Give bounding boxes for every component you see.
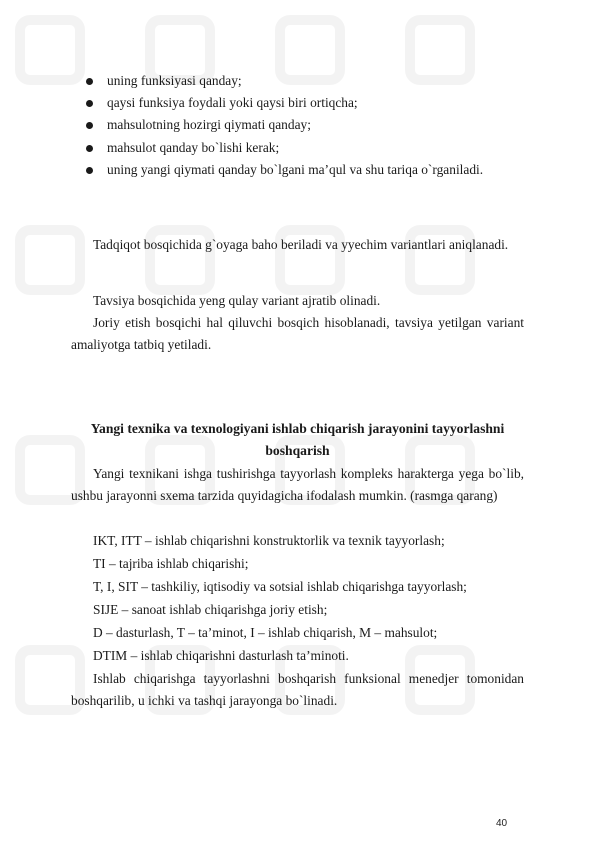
bullet-item	[71, 70, 524, 92]
paragraph-tadqiqot: Tadqiqot bosqichida g`oyaga baho beriladi va yyechim variantlari aniqlanadi.	[93, 237, 509, 252]
bullet-item	[71, 137, 524, 159]
bullet-icon	[86, 167, 93, 174]
bullet-text: mahsulot qanday bo`lishi kerak;	[107, 139, 280, 155]
section-heading: Yangi texnika va texnologiyani ishlab chiqarish jarayonini tayyorlashni boshqarish	[90, 421, 505, 458]
bullet-icon	[86, 100, 93, 107]
bullet-text: qaysi funksiya foydali yoki qaysi biri ortiqcha;	[107, 95, 358, 111]
page-number: 40	[496, 818, 508, 829]
definition-line: TI – tajriba ishlab chiqarishi;	[93, 556, 249, 571]
definition-line: SIJE – sanoat ishlab chiqarishga joriy etish;	[93, 602, 328, 617]
bullet-icon	[86, 145, 93, 152]
bullet-icon	[86, 122, 93, 129]
paragraph-tavsiya: Tavsiya bosqichida yeng qulay variant ajratib olinadi.	[93, 293, 381, 308]
definition-line: IKT, ITT – ishlab chiqarishni konstruktorlik va texnik tayyorlash;	[93, 533, 445, 548]
bullet-icon	[86, 78, 93, 85]
definition-line: DTIM – ishlab chiqarishni dasturlash ta’minoti.	[93, 648, 349, 663]
bullet-list	[71, 70, 524, 181]
definition-line: D – dasturlash, T – ta’minot, I – ishlab chiqarish, M – mahsulot;	[93, 625, 438, 640]
bullet-item	[71, 114, 524, 136]
paragraph-joriy: Joriy etish bosqichi hal qiluvchi bosqich hisoblanadi, tavsiya yetilgan variant amaliyotga tatbiq yetiladi.	[71, 315, 524, 353]
bullet-text: uning funksiyasi qanday;	[107, 73, 242, 88]
paragraph-yangi-texnika: Yangi texnikani ishga tushirishga tayyorlash kompleks harakterga yega bo`lib, ushbu jarayonni sxema tarzida quyidagicha ifodalash mumkin. (rasmga qarang)	[71, 466, 524, 504]
bullet-item	[71, 159, 524, 181]
bullet-text: uning yangi qiymati qanday bo`lgani ma’qul va shu tariqa o`rganiladi.	[107, 161, 484, 177]
bullet-item	[71, 92, 524, 114]
bullet-text: mahsulotning hozirgi qiymati qanday;	[107, 117, 311, 133]
paragraph-ishlab: Ishlab chiqarishga tayyorlashni boshqarish funksional menedjer tomonidan boshqarilib, u ichki va tashqi jarayonga bo`linadi.	[71, 671, 524, 709]
definition-line: T, I, SIT – tashkiliy, iqtisodiy va sotsial ishlab chiqarishga tayyorlash;	[93, 579, 467, 594]
